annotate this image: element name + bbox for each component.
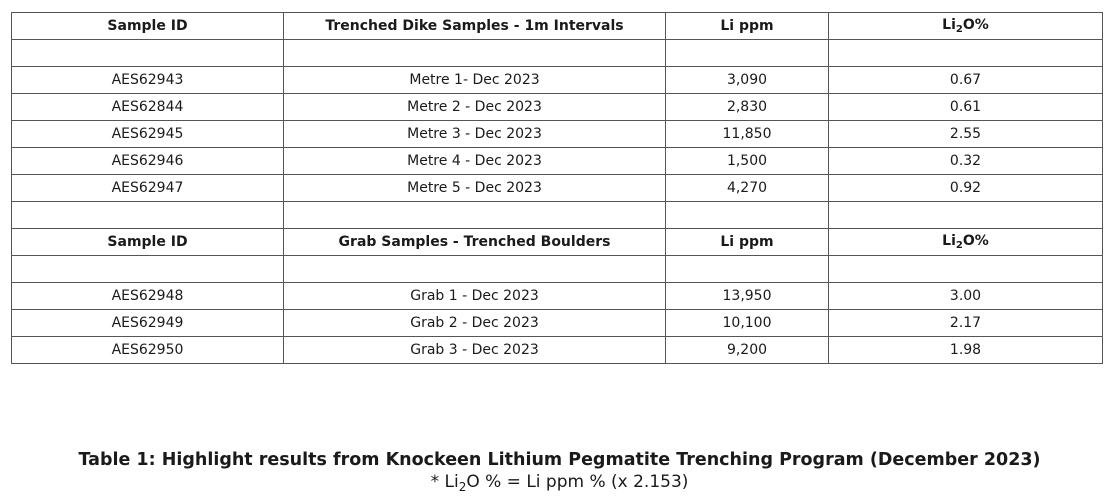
- li2o-cell: 0.32: [829, 148, 1103, 175]
- li2o-cell: 2.17: [829, 310, 1103, 337]
- li-ppm-header: Li ppm: [666, 229, 829, 256]
- li-ppm-cell: 10,100: [666, 310, 829, 337]
- li-ppm-cell: 9,200: [666, 337, 829, 364]
- li2o-cell: 1.98: [829, 337, 1103, 364]
- results-table: [11, 12, 1103, 364]
- sample-id-cell: AES62947: [12, 175, 284, 202]
- dike-description-header: Trenched Dike Samples - 1m Intervals: [284, 13, 666, 40]
- description-cell: Metre 2 - Dec 2023: [284, 94, 666, 121]
- table-row: [12, 67, 1103, 94]
- li2o-cell: 0.67: [829, 67, 1103, 94]
- li-ppm-cell: 1,500: [666, 148, 829, 175]
- li-ppm-cell: 2,830: [666, 94, 829, 121]
- table-row: [12, 337, 1103, 364]
- grab-description-header: Grab Samples - Trenched Boulders: [284, 229, 666, 256]
- sample-id-cell: AES62949: [12, 310, 284, 337]
- table-row: [12, 310, 1103, 337]
- description-cell: Grab 1 - Dec 2023: [284, 283, 666, 310]
- table-row: [12, 175, 1103, 202]
- li-ppm-cell: 13,950: [666, 283, 829, 310]
- sample-id-header: Sample ID: [12, 229, 284, 256]
- description-cell: Grab 3 - Dec 2023: [284, 337, 666, 364]
- li2o-header: $Li_2O\%$: [829, 13, 1103, 40]
- sample-id-cell: AES62943: [12, 67, 284, 94]
- li2o-cell: 0.61: [829, 94, 1103, 121]
- li2o-header: $Li_2O\%$: [829, 229, 1103, 256]
- li2o-cell: 2.55: [829, 121, 1103, 148]
- sample-id-cell: AES62946: [12, 148, 284, 175]
- sample-id-header: Sample ID: [12, 13, 284, 40]
- table-caption: Table 1: Highlight results from Knockeen Lithium Pegmatite Trenching Program (December 2023): [78, 450, 1041, 470]
- sample-id-cell: AES62948: [12, 283, 284, 310]
- sample-id-cell: AES62945: [12, 121, 284, 148]
- description-cell: Metre 3 - Dec 2023: [284, 121, 666, 148]
- grab-header-row: [12, 229, 1103, 256]
- li-ppm-cell: 3,090: [666, 67, 829, 94]
- spacer-row: [12, 40, 1103, 67]
- description-cell: Grab 2 - Dec 2023: [284, 310, 666, 337]
- sample-id-cell: AES62950: [12, 337, 284, 364]
- table-row: [12, 148, 1103, 175]
- description-cell: Metre 4 - Dec 2023: [284, 148, 666, 175]
- li-ppm-cell: 11,850: [666, 121, 829, 148]
- description-cell: Metre 5 - Dec 2023: [284, 175, 666, 202]
- li2o-cell: 3.00: [829, 283, 1103, 310]
- table-row: [12, 94, 1103, 121]
- li-ppm-header: Li ppm: [666, 13, 829, 40]
- table-row: [12, 283, 1103, 310]
- conversion-footnote: * $Li_2O$ % = Li ppm % (x 2.153): [430, 472, 689, 494]
- description-cell: Metre 1- Dec 2023: [284, 67, 666, 94]
- dike-header-row: [12, 13, 1103, 40]
- table-row: [12, 121, 1103, 148]
- li-ppm-cell: 4,270: [666, 175, 829, 202]
- sample-id-cell: AES62844: [12, 94, 284, 121]
- spacer-row: [12, 202, 1103, 229]
- spacer-row: [12, 256, 1103, 283]
- li2o-cell: 0.92: [829, 175, 1103, 202]
